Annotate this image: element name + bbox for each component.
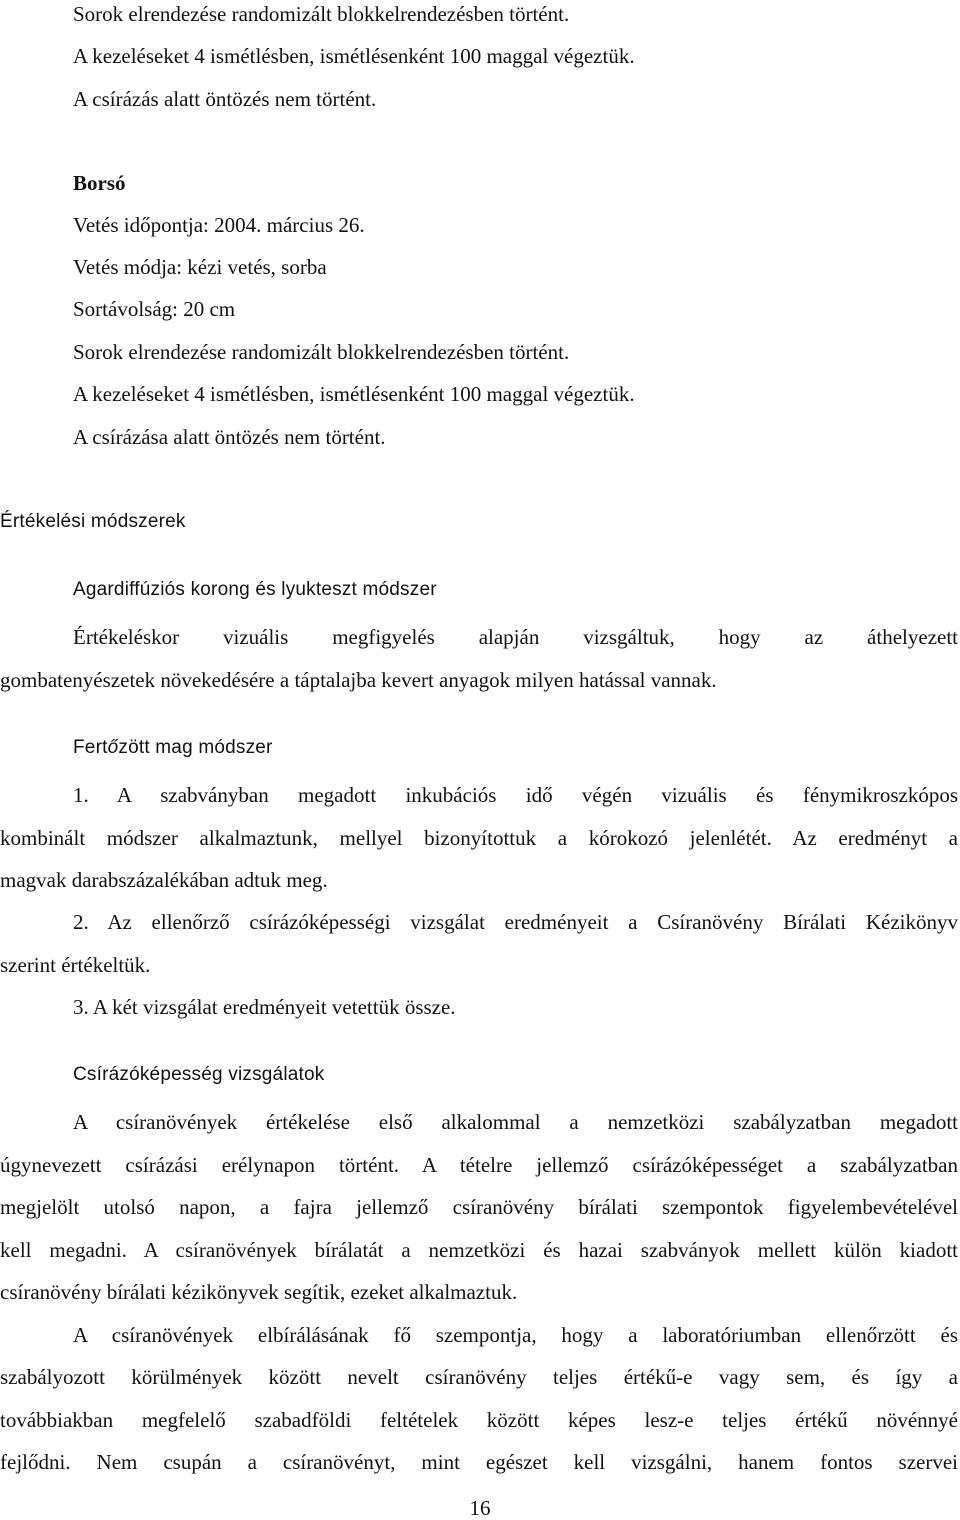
paragraph-line: úgynevezett csírázási erélynapon történt. A tételre jellemző csírázóképességet a szabályzatban bbox=[0, 1153, 958, 1177]
text-line: Sorok elrendezése randomizált blokkelrendezésben történt. bbox=[73, 340, 570, 364]
text-line: Sortávolság: 20 cm bbox=[73, 297, 236, 321]
paragraph-line: A csíranövények értékelése első alkalommal a nemzetközi szabályzatban megadott bbox=[73, 1110, 958, 1134]
text-line: A csírázás alatt öntözés nem történt. bbox=[73, 87, 377, 111]
paragraph-line: Értékeléskor vizuális megfigyelés alapján vizsgáltuk, hogy az áthelyezett bbox=[73, 625, 958, 649]
section-heading-methods: Értékelési módszerek bbox=[0, 511, 186, 532]
list-item-1-line: 1. A szabványban megadott inkubációs idő végén vizuális és fénymikroszkópos bbox=[73, 783, 958, 807]
text-line: Vetés módja: kézi vetés, sorba bbox=[73, 255, 327, 279]
paragraph-line: csíranövény bírálati kézikönyvek segítik, ezeket alkalmaztuk. bbox=[0, 1280, 518, 1304]
list-item-1-line: kombinált módszer alkalmaztunk, mellyel bizonyítottuk a kórokozó jelenlétét. Az eredményt a bbox=[0, 826, 958, 850]
text-line: A kezeléseket 4 ismétlésben, ismétlésenként 100 maggal végeztük. bbox=[73, 382, 635, 406]
paragraph-line: gombatenyészetek növekedésére a táptalajba kevert anyagok milyen hatással vannak. bbox=[0, 668, 717, 692]
paragraph-line: A csíranövények elbírálásának fő szempontja, hogy a laboratóriumban ellenőrzött és bbox=[73, 1323, 958, 1347]
text-line: Vetés időpontja: 2004. március 26. bbox=[73, 213, 365, 237]
paragraph-line: továbbiakban megfelelő szabadföldi feltételek között képes lesz-e teljes értékű növénnyé bbox=[0, 1408, 958, 1432]
list-item-2-line: szerint értékeltük. bbox=[0, 953, 151, 977]
section-heading-borso: Borsó bbox=[73, 171, 126, 195]
text-line: A csírázása alatt öntözés nem történt. bbox=[73, 425, 386, 449]
list-item-1-line: magvak darabszázalékában adtuk meg. bbox=[0, 868, 328, 892]
list-item-2-line: 2. Az ellenőrző csírázóképességi vizsgálat eredményeit a Csíranövény Bírálati Kézikönyv bbox=[73, 910, 958, 934]
page-number: 16 bbox=[469, 1496, 491, 1520]
paragraph-line: megjelölt utolsó napon, a fajra jellemző csíranövény bírálati szempontok figyelembevételével bbox=[0, 1195, 958, 1219]
subheading-infected-seed: Fertőzött mag módszer bbox=[73, 737, 273, 758]
paragraph-line: szabályozott körülmények között nevelt csíranövény teljes értékű-e vagy sem, és így a bbox=[0, 1365, 958, 1389]
text-line: A kezeléseket 4 ismétlésben, ismétlésenként 100 maggal végeztük. bbox=[73, 44, 635, 68]
paragraph-line: fejlődni. Nem csupán a csíranövényt, mint egészet kell vizsgálni, hanem fontos szervei bbox=[0, 1450, 958, 1474]
paragraph-line: kell megadni. A csíranövények bírálatát a nemzetközi és hazai szabványok mellett külön kiadott bbox=[0, 1238, 958, 1262]
text-line: Sorok elrendezése randomizált blokkelrendezésben történt. bbox=[73, 2, 570, 26]
list-item-3-line: 3. A két vizsgálat eredményeit vetettük össze. bbox=[73, 995, 456, 1019]
subheading-germination: Csírázóképesség vizsgálatok bbox=[73, 1064, 325, 1085]
subheading-agar: Agardiffúziós korong és lyukteszt módszer bbox=[73, 579, 437, 600]
